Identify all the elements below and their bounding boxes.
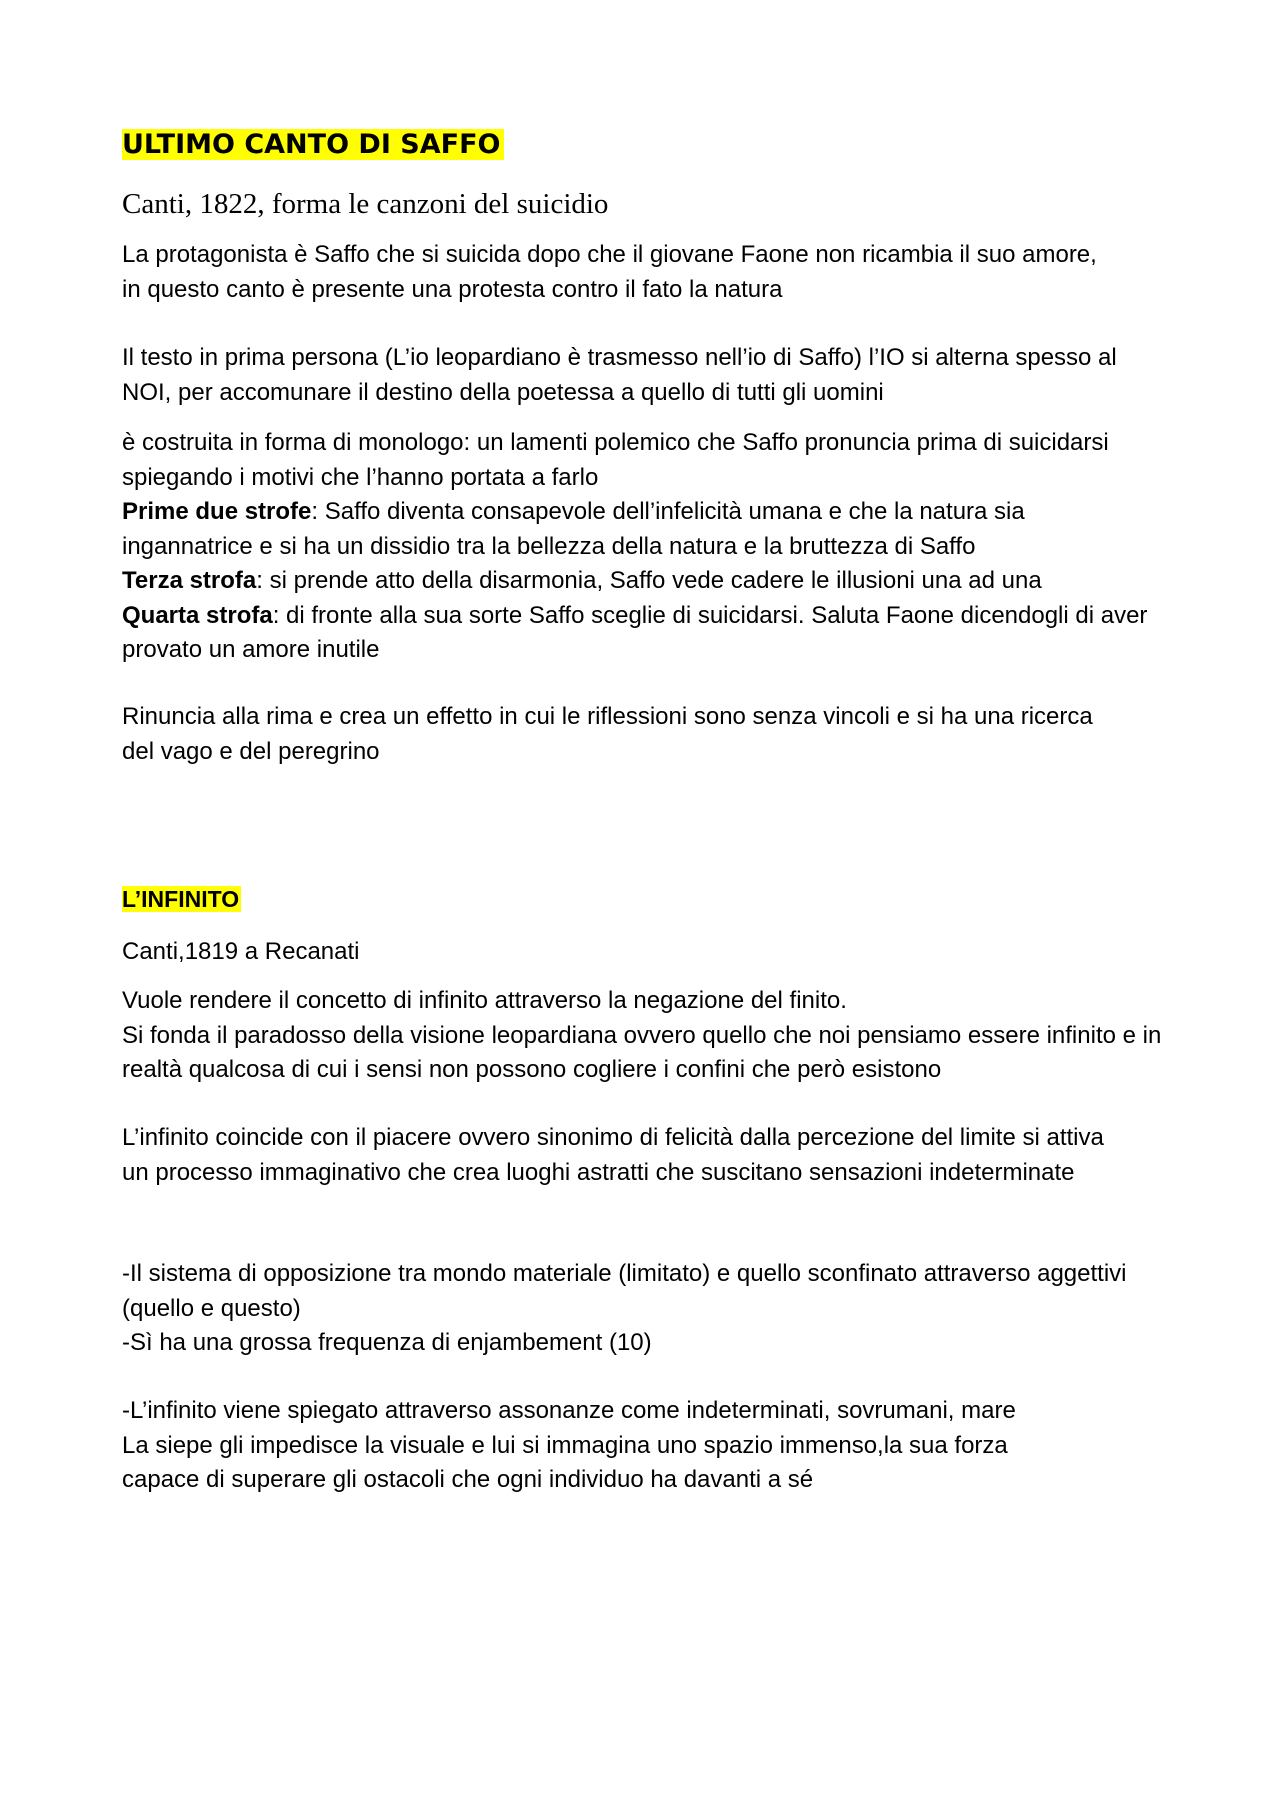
paragraph: L’infinito coincide con il piacere ovvero sinonimo di felicità dalla percezione del limite si attiva un processo immaginativo che crea luoghi astratti che suscitano sensazioni indeterminate bbox=[122, 1124, 1104, 1186]
section-title-infinito bbox=[122, 884, 1182, 915]
strofe-paragraph bbox=[122, 495, 1122, 564]
paragraph-group bbox=[122, 1394, 1182, 1498]
paragraph: La siepe gli impedisce la visuale e lui si immagina uno spazio immenso,la sua forza capace di superare gli ostacoli che ogni individuo ha davanti a sé bbox=[122, 1431, 1008, 1493]
paragraph: -L’infinito viene spiegato attraverso assonanze come indeterminati, sovrumani, mare bbox=[122, 1397, 1016, 1424]
strofe-text: : Saffo diventa consapevole dell’infelicità umana e che la natura sia ingannatrice e si ha un dissidio tra la bellezza della natura e la bruttezza di Saffo bbox=[122, 498, 1025, 560]
strofe-label: Quarta strofa bbox=[122, 601, 273, 629]
strofe-label: Terza strofa bbox=[122, 567, 257, 594]
section-title-saffo bbox=[122, 123, 1182, 167]
paragraph: La protagonista è Saffo che si suicida dopo che il giovane Faone non ricambia il suo amore, in questo canto è presente una protesta contro il fato la natura bbox=[122, 241, 1097, 303]
paragraph: -Sì ha una grossa frequenza di enjambement (10) bbox=[122, 1329, 652, 1356]
paragraph-group bbox=[122, 1257, 1182, 1361]
highlighted-title: L’INFINITO bbox=[122, 886, 240, 912]
section-subtitle-saffo: Canti, 1822, forma le canzoni del suicidio bbox=[122, 188, 609, 220]
highlighted-title: ULTIMO CANTO DI SAFFO bbox=[122, 129, 504, 160]
strofe-paragraph bbox=[122, 599, 1167, 668]
strofe-label: Prime due strofe bbox=[122, 498, 312, 525]
paragraph: Rinuncia alla rima e crea un effetto in cui le riflessioni sono senza vincoli e si ha una ricerca del vago e del peregrino bbox=[122, 703, 1093, 765]
section-subtitle-infinito: Canti,1819 a Recanati bbox=[122, 938, 360, 965]
paragraph: Vuole rendere il concetto di infinito attraverso la negazione del finito. bbox=[122, 987, 847, 1014]
strofe-paragraph bbox=[122, 564, 1182, 599]
paragraph: è costruita in forma di monologo: un lamenti polemico che Saffo pronuncia prima di suicidarsi spiegando i motivi che l’hanno portata a farlo bbox=[122, 429, 1109, 491]
paragraph: -Il sistema di opposizione tra mondo materiale (limitato) e quello sconfinato attraverso aggettivi (quello e questo) bbox=[122, 1260, 1127, 1322]
paragraph: Il testo in prima persona (L’io leopardiano è trasmesso nell’io di Saffo) l’IO si alterna spesso al NOI, per accomunare il destino della poetessa a quello di tutti gli uomini bbox=[122, 344, 1117, 406]
paragraph-group bbox=[122, 984, 1182, 1088]
paragraph: Si fonda il paradosso della visione leopardiana ovvero quello che noi pensiamo essere infinito e in realtà qualcosa di cui i sensi non possono cogliere i confini che però esistono bbox=[122, 1021, 1162, 1083]
strofe-text: : di fronte alla sua sorte Saffo sceglie di suicidarsi. Saluta Faone dicendogli di aver provato un amore inutile bbox=[122, 601, 1148, 663]
strofe-text: : si prende atto della disarmonia, Saffo vede cadere le illusioni una ad una bbox=[256, 567, 1042, 594]
paragraph-group bbox=[122, 426, 1182, 668]
